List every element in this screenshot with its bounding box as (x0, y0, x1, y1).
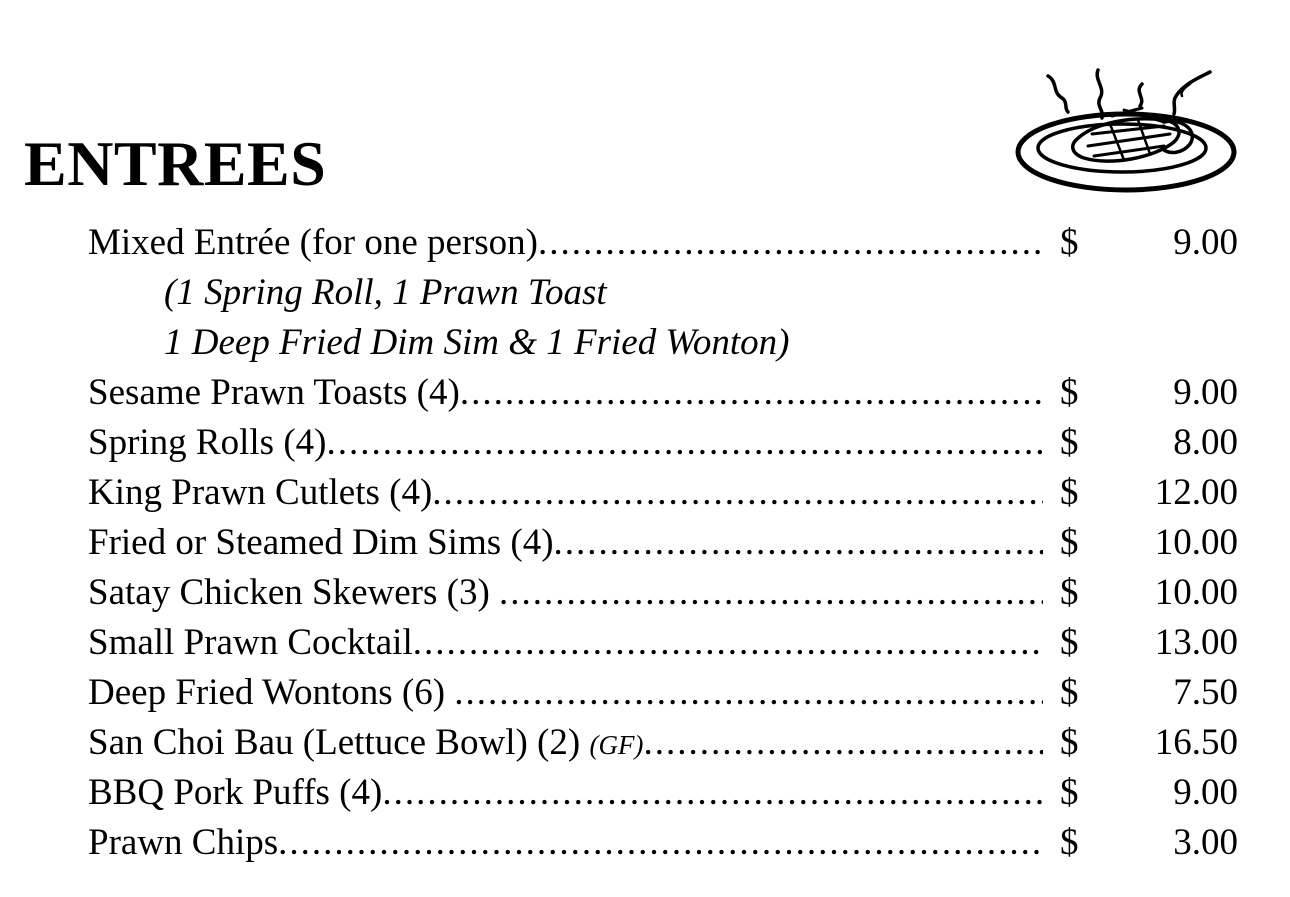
leader-dots (432, 472, 1043, 513)
leader-dots (499, 572, 1043, 613)
currency-symbol: $ (1060, 772, 1079, 813)
item-name: Mixed Entrée (for one person) (88, 222, 538, 263)
item-name: Spring Rolls (4) (88, 422, 327, 463)
item-price: 3.00 (1173, 822, 1238, 863)
currency-symbol: $ (1060, 522, 1079, 563)
currency-symbol: $ (1060, 822, 1079, 863)
item-price: 12.00 (1154, 472, 1238, 513)
item-price: 13.00 (1154, 622, 1238, 663)
item-name: Sesame Prawn Toasts (4) (88, 372, 460, 413)
item-name: King Prawn Cutlets (4) (88, 472, 433, 513)
item-price: 9.00 (1173, 772, 1238, 813)
menu-item (88, 468, 1248, 518)
leader-dots (413, 622, 1043, 663)
item-price: 7.50 (1173, 672, 1238, 713)
menu-item (88, 218, 1248, 268)
item-name: BBQ Pork Puffs (4) (88, 772, 383, 813)
item-price: 9.00 (1173, 372, 1238, 413)
currency-symbol: $ (1060, 422, 1079, 463)
currency-symbol: $ (1060, 222, 1079, 263)
leader-dots (643, 722, 1043, 763)
item-tag: (GF) (589, 730, 644, 760)
item-note: (1 Spring Roll, 1 Prawn Toast (164, 272, 607, 313)
menu-item (88, 768, 1248, 818)
leader-dots (460, 372, 1043, 413)
item-name: Satay Chicken Skewers (3) (88, 572, 500, 613)
currency-symbol: $ (1060, 622, 1079, 663)
currency-symbol: $ (1060, 672, 1079, 713)
item-note: 1 Deep Fried Dim Sim & 1 Fried Wonton) (164, 322, 790, 363)
leader-dots (454, 672, 1043, 713)
leader-dots (278, 822, 1043, 863)
currency-symbol: $ (1060, 572, 1079, 613)
section-title: ENTREES (24, 128, 327, 199)
menu-list (88, 218, 1248, 868)
currency-symbol: $ (1060, 722, 1079, 763)
leader-dots (326, 422, 1043, 463)
item-price: 9.00 (1173, 222, 1238, 263)
item-price: 8.00 (1173, 422, 1238, 463)
leader-dots (382, 772, 1043, 813)
currency-symbol: $ (1060, 372, 1079, 413)
menu-item (88, 568, 1248, 618)
item-price: 10.00 (1154, 522, 1238, 563)
currency-symbol: $ (1060, 472, 1079, 513)
item-price: 16.50 (1154, 722, 1238, 763)
steaming-plate-icon (1014, 62, 1244, 202)
item-name: Prawn Chips (88, 822, 279, 863)
item-name: Fried or Steamed Dim Sims (4) (88, 522, 554, 563)
item-price: 10.00 (1154, 572, 1238, 613)
menu-item (88, 368, 1248, 418)
item-name: San Choi Bau (Lettuce Bowl) (2) (88, 722, 590, 763)
menu-item (88, 818, 1248, 868)
menu-item (88, 418, 1248, 468)
leader-dots (554, 522, 1043, 563)
menu-item (88, 668, 1248, 718)
item-name: Small Prawn Cocktail (88, 622, 413, 663)
menu-item (88, 518, 1248, 568)
menu-item (88, 718, 1248, 768)
menu-item (88, 618, 1248, 668)
leader-dots (538, 222, 1043, 263)
item-name: Deep Fried Wontons (6) (88, 672, 455, 713)
